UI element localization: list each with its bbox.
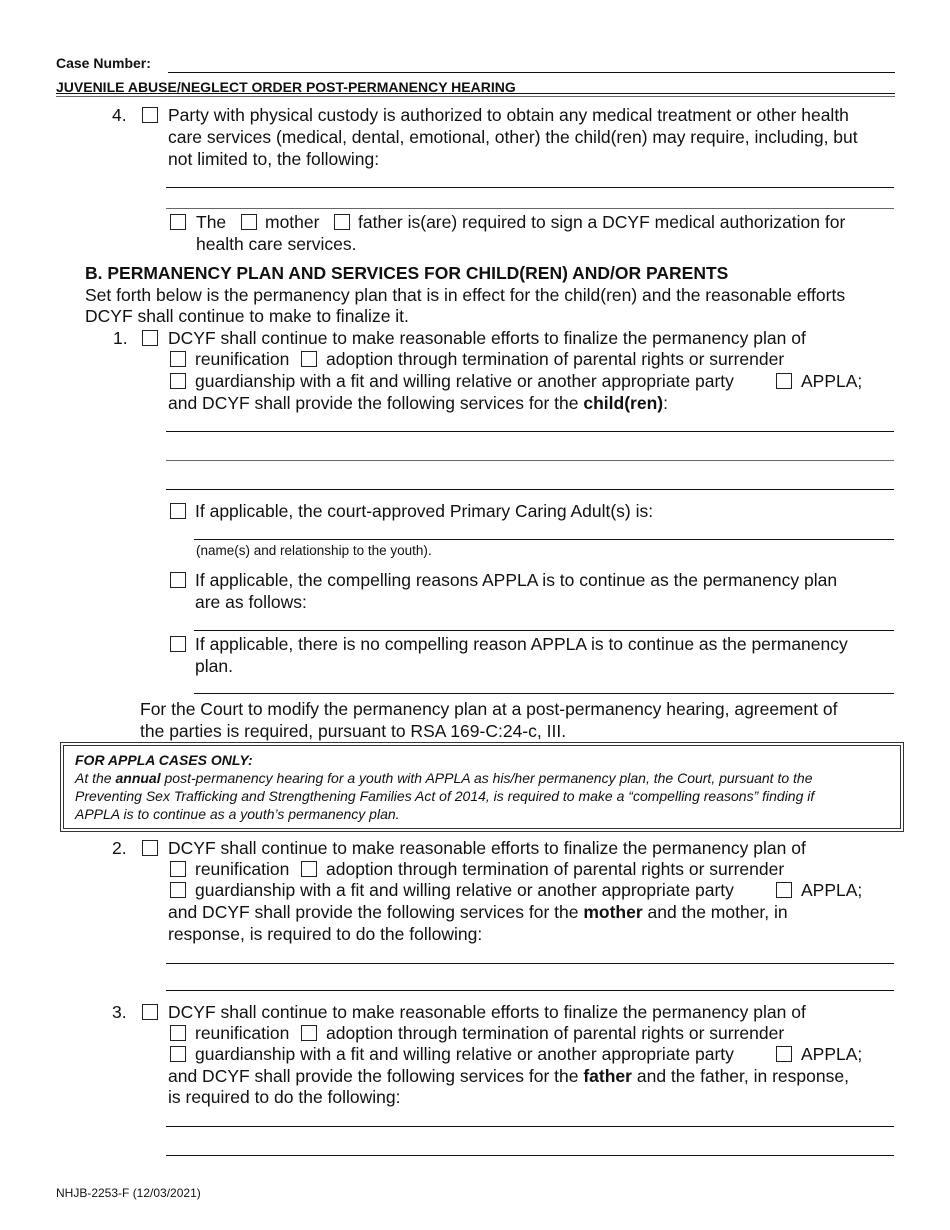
item4-checkbox[interactable] — [142, 107, 158, 123]
item1-efforts: DCYF shall continue to make reasonable efforts to finalize the permanency plan of — [168, 328, 806, 348]
item4-line2: care services (medical, dental, emotional, other) the child(ren) may require, including, but — [168, 127, 858, 147]
caring-adult-input-line[interactable] — [194, 539, 894, 540]
item1-guardianship-checkbox[interactable] — [170, 373, 186, 389]
appla-box-line2: Preventing Sex Trafficking and Strengthening Families Act of 2014, is required to make a “compelling reasons” finding if — [75, 788, 815, 804]
modify-line2: the parties is required, pursuant to RSA 169-C:24-c, III. — [140, 721, 567, 741]
item2-reunification-label: reunification — [195, 859, 290, 879]
appla-box-line3: APPLA is to continue as a youth’s permanency plan. — [75, 806, 400, 822]
mother-label: mother — [265, 212, 320, 232]
compelling-line2: are as follows: — [195, 592, 307, 612]
health-care-services: health care services. — [196, 234, 357, 254]
item1-reunification-checkbox[interactable] — [170, 351, 186, 367]
section-b-intro-2: DCYF shall continue to make to finalize it. — [85, 306, 409, 326]
compelling-checkbox[interactable] — [170, 572, 186, 588]
item3-appla-checkbox[interactable] — [776, 1046, 792, 1062]
no-compelling-checkbox[interactable] — [170, 636, 186, 652]
item3-efforts: DCYF shall continue to make reasonable efforts to finalize the permanency plan of — [168, 1002, 806, 1022]
appla-box-line1-suffix: post-permanency hearing for a youth with APPLA as his/her permanency plan, the Court, pursuant to the — [164, 770, 813, 786]
no-compelling-input-line[interactable] — [194, 693, 894, 694]
item3-adoption-checkbox[interactable] — [301, 1025, 317, 1041]
item1-services-prefix: and DCYF shall provide the following services for the — [168, 393, 579, 413]
item3-guardianship-label: guardianship with a fit and willing relative or another appropriate party — [195, 1044, 734, 1064]
mother-checkbox[interactable] — [241, 214, 257, 230]
item3-guardianship-checkbox[interactable] — [170, 1046, 186, 1062]
compelling-input-line[interactable] — [194, 630, 894, 631]
item2-appla-checkbox[interactable] — [776, 882, 792, 898]
caring-adult-note: (name(s) and relationship to the youth). — [196, 543, 432, 558]
appla-box-line1-prefix: At the — [75, 770, 112, 786]
item1-adoption-checkbox[interactable] — [301, 351, 317, 367]
item2-input-line-1[interactable] — [166, 963, 894, 964]
item1-reunification-label: reunification — [195, 349, 290, 369]
no-compelling-line1: If applicable, there is no compelling reason APPLA is to continue as the permanency — [195, 634, 848, 654]
section-b-intro-1: Set forth below is the permanency plan that is in effect for the child(ren) and the reasonable efforts — [85, 285, 846, 305]
the-checkbox[interactable] — [170, 214, 186, 230]
header-rule-2 — [56, 96, 895, 97]
item2-reunification-checkbox[interactable] — [170, 861, 186, 877]
item1-input-line-2[interactable] — [166, 460, 894, 461]
item3-reunification-checkbox[interactable] — [170, 1025, 186, 1041]
caring-adult-checkbox[interactable] — [170, 503, 186, 519]
appla-notice-box — [63, 745, 901, 829]
item2-services-line — [168, 901, 788, 923]
form-title: JUVENILE ABUSE/NEGLECT ORDER POST-PERMANENCY HEARING — [56, 79, 516, 95]
case-number-field[interactable] — [168, 72, 895, 73]
item2-adoption-checkbox[interactable] — [301, 861, 317, 877]
the-label: The — [196, 212, 227, 232]
item3-checkbox[interactable] — [142, 1004, 158, 1020]
section-b-heading: B. PERMANENCY PLAN AND SERVICES FOR CHILD(REN) AND/OR PARENTS — [85, 263, 729, 283]
no-compelling-line2: plan. — [195, 656, 233, 676]
item1-adoption-label: adoption through termination of parental rights or surrender — [326, 349, 785, 369]
item3-services-line — [168, 1065, 849, 1087]
item3-adoption-label: adoption through termination of parental rights or surrender — [326, 1023, 785, 1043]
item2-guardianship-checkbox[interactable] — [170, 882, 186, 898]
item4-line1: Party with physical custody is authorized to obtain any medical treatment or other health — [168, 105, 849, 125]
item3-reunification-label: reunification — [195, 1023, 290, 1043]
item1-input-line-1[interactable] — [166, 431, 894, 432]
item2-appla-label: APPLA; — [801, 880, 863, 900]
item2-suffix: and the mother, in — [647, 902, 788, 922]
appla-box-annual: annual — [115, 770, 161, 786]
item1-appla-label: APPLA; — [801, 371, 863, 391]
item3-line5: is required to do the following: — [168, 1087, 401, 1107]
item2-line5: response, is required to do the following: — [168, 924, 483, 944]
caring-adult-text: If applicable, the court-approved Primary Caring Adult(s) is: — [195, 501, 654, 521]
item3-suffix: and the father, in response, — [636, 1066, 849, 1086]
item2-subject: mother — [583, 902, 643, 922]
compelling-line1: If applicable, the compelling reasons APPLA is to continue as the permanency plan — [195, 570, 838, 590]
item1-services-line — [168, 392, 668, 414]
item2-input-line-2[interactable] — [166, 990, 894, 991]
item1-input-line-3[interactable] — [166, 489, 894, 490]
appla-box-title: FOR APPLA CASES ONLY: — [75, 752, 253, 768]
item2-guardianship-label: guardianship with a fit and willing relative or another appropriate party — [195, 880, 734, 900]
item4-input-line-2[interactable] — [166, 208, 894, 209]
item1-colon: : — [663, 393, 668, 413]
header-rule — [56, 93, 895, 94]
item3-subject: father — [583, 1066, 632, 1086]
item3-input-line-1[interactable] — [166, 1126, 894, 1127]
case-number-label: Case Number: — [56, 55, 151, 71]
item3-number: 3. — [112, 1002, 127, 1022]
item1-checkbox[interactable] — [142, 330, 158, 346]
item2-adoption-label: adoption through termination of parental rights or surrender — [326, 859, 785, 879]
appla-box-line1 — [75, 769, 814, 787]
item2-checkbox[interactable] — [142, 840, 158, 856]
item1-subject: child(ren) — [583, 393, 664, 413]
item2-efforts: DCYF shall continue to make reasonable efforts to finalize the permanency plan of — [168, 838, 806, 858]
item1-appla-checkbox[interactable] — [776, 373, 792, 389]
item3-input-line-2[interactable] — [166, 1155, 894, 1156]
modify-line1: For the Court to modify the permanency plan at a post-permanency hearing, agreement of — [140, 699, 838, 719]
father-checkbox[interactable] — [334, 214, 350, 230]
form-id: NHJB-2253-F (12/03/2021) — [56, 1186, 201, 1200]
item4-input-line[interactable] — [166, 187, 894, 188]
item1-number: 1. — [113, 328, 128, 348]
item3-services-prefix: and DCYF shall provide the following services for the — [168, 1066, 579, 1086]
item4-line3: not limited to, the following: — [168, 149, 380, 169]
item2-services-prefix: and DCYF shall provide the following services for the — [168, 902, 579, 922]
item2-number: 2. — [112, 838, 127, 858]
father-medical-text: father is(are) required to sign a DCYF medical authorization for — [358, 212, 846, 232]
item4-number: 4. — [112, 105, 127, 125]
item1-guardianship-label: guardianship with a fit and willing relative or another appropriate party — [195, 371, 734, 391]
item3-appla-label: APPLA; — [801, 1044, 863, 1064]
